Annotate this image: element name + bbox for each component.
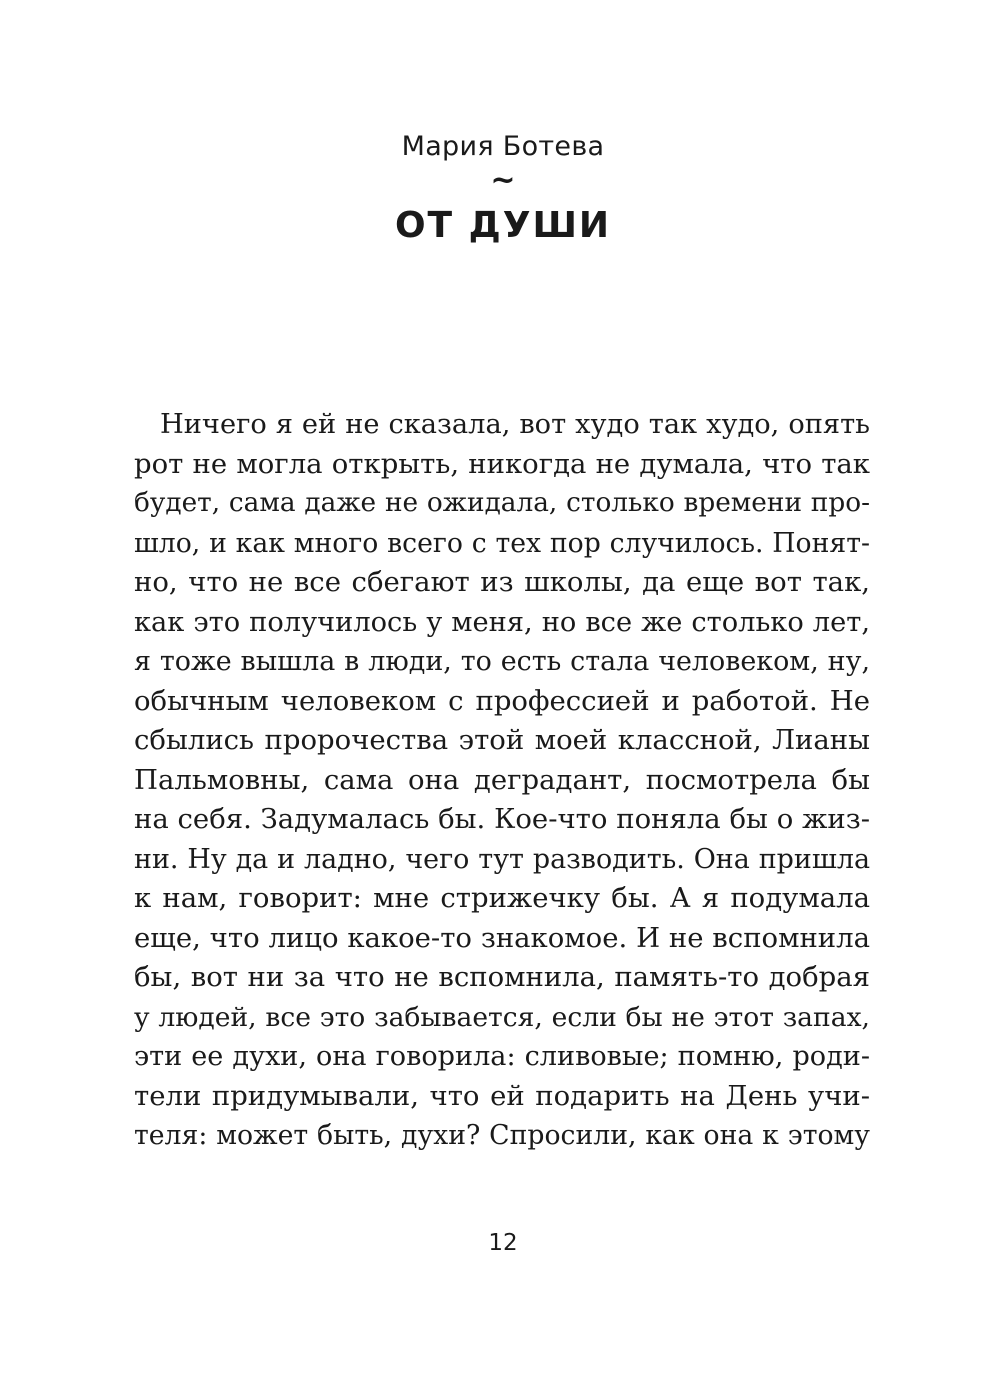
text-line: к нам, говорит: мне стрижечку бы. А я подумала xyxy=(134,882,870,914)
chapter-title: ОТ ДУШИ xyxy=(394,205,612,246)
text-line: Ничего я ей не сказала, вот худо так худо, опять xyxy=(160,409,870,440)
text-line: на себя. Задумалась бы. Кое-что поняла бы о жиз- xyxy=(134,803,870,835)
text-line: шло, и как много всего с тех пор случилось. Понят- xyxy=(134,527,870,559)
text-line: сбылись пророчества этой моей классной, Лианы xyxy=(134,724,870,756)
text-line: у людей, все это забывается, если бы не этот запах, xyxy=(134,1001,870,1033)
text-line: я тоже вышла в люди, то есть стала человеком, ну, xyxy=(134,646,870,677)
page-number: 12 xyxy=(488,1230,518,1256)
text-line: будет, сама даже не ожидала, столько времени про- xyxy=(134,488,870,518)
author-name: Мария Ботева xyxy=(401,131,605,162)
body-text xyxy=(134,405,870,1156)
text-line: теля: может быть, духи? Спросили, как она к этому xyxy=(134,1120,870,1151)
text-line: ни. Ну да и ладно, чего тут разводить. Она пришла xyxy=(134,843,870,875)
text-line: как это получилось у меня, но все же столько лет, xyxy=(134,606,870,638)
title-separator: ~ xyxy=(490,163,516,198)
text-line: обычным человеком с профессией и работой. Не xyxy=(134,684,870,717)
text-line: еще, что лицо какое-то знакомое. И не вспомнила xyxy=(134,921,870,954)
text-line: рот не могла открыть, никогда не думала, что так xyxy=(134,447,870,480)
text-line: бы, вот ни за что не вспомнила, память-то добрая xyxy=(134,961,870,993)
text-line: но, что не все сбегают из школы, да еще вот так, xyxy=(134,566,870,598)
text-line: Пальмовны, сама она деградант, посмотрела бы xyxy=(134,763,870,796)
text-line: эти ее духи, она говорила: сливовые; помню, роди- xyxy=(134,1041,870,1072)
text-line: тели придумывали, что ей подарить на День учи- xyxy=(134,1079,870,1112)
